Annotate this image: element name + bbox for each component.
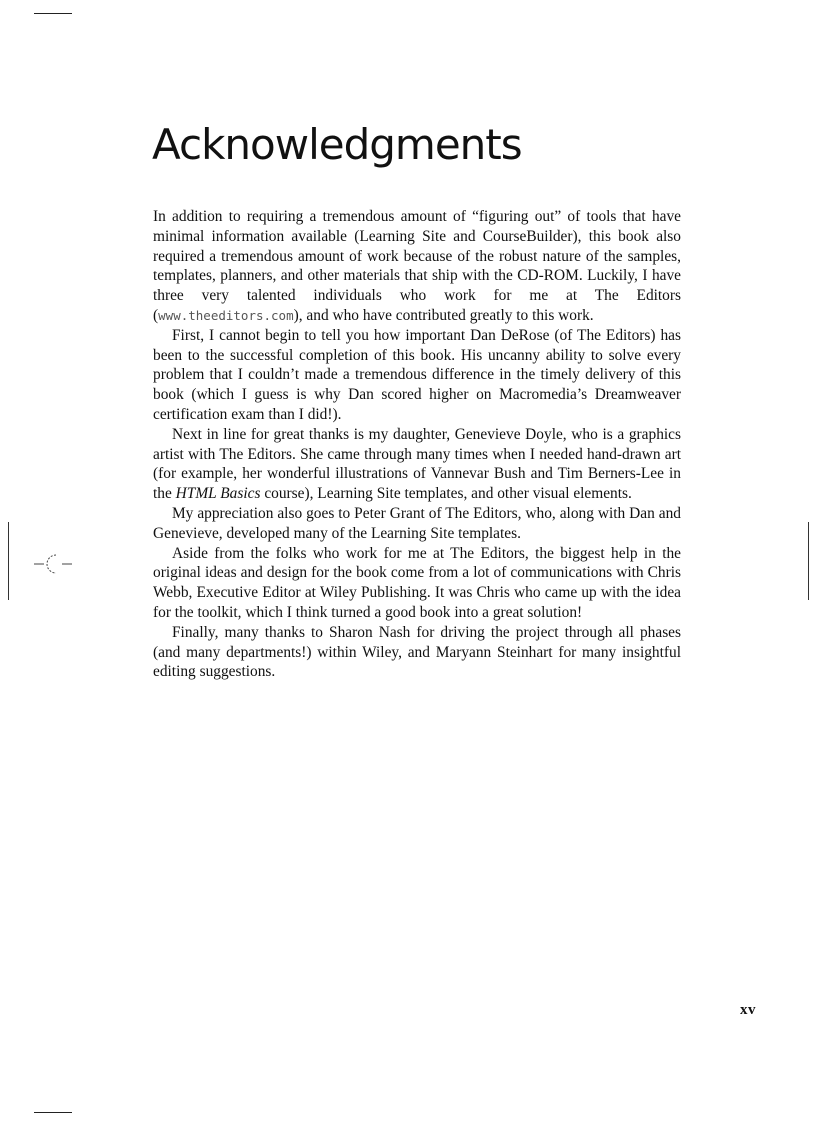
paragraph-text: course), Learning Site templates, and other visual elements. [260, 485, 632, 503]
paragraph-text: In addition to requiring a tremendous amount of “figuring out” of tools that have minimal information available (Learning Site and CourseBuilder), this book also required a tremendous amount of work because of the robust nature of the samples, templates, planners, and other materials that ship with the CD-ROM. Luckily, I have three very talented individuals who work for me at The Editors ( [153, 208, 681, 324]
course-title: HTML Basics [175, 485, 261, 503]
margin-line-right [808, 522, 809, 600]
paragraph [153, 207, 681, 326]
registration-mark-icon [32, 551, 76, 575]
website-link: www.theeditors.com [158, 307, 294, 323]
body-text [153, 207, 681, 682]
page-title: Acknowledgments [152, 120, 522, 169]
paragraph: Aside from the folks who work for me at The Editors, the biggest help in the original ideas and design for the book come from a lot of communications with Chris Webb, Executive Editor at Wiley Publishing. It was Chris who came up with the idea for the toolkit, which I think turned a good book into a great solution! [153, 544, 681, 621]
paragraph-text: Next in line for great thanks is my daughter, Genevieve Doyle, who is a graphics artist with The Editors. She came through many times when I needed hand-drawn art (for example, her wonderful illustrations of Vannevar Bush and Tim Berners-Lee in the [153, 425, 681, 503]
paragraph: My appreciation also goes to Peter Grant of The Editors, who, along with Dan and Genevieve, developed many of the Learning Site templates. [153, 504, 681, 542]
paragraph: First, I cannot begin to tell you how important Dan DeRose (of The Editors) has been to the successful completion of this book. His uncanny ability to solve every problem that I couldn’t made a tremendous difference in the timely delivery of this book (which I guess is why Dan scored higher on Macromedia’s Dreamweaver certification exam than I did!). [153, 326, 681, 423]
margin-line-left [8, 522, 9, 600]
paragraph: Finally, many thanks to Sharon Nash for driving the project through all phases (and many departments!) within Wiley, and Maryann Steinhart for many insightful editing suggestions. [153, 623, 681, 681]
crop-mark-bottom [34, 1112, 72, 1113]
page-number: xv [740, 1002, 756, 1018]
paragraph-text: ), and who have contributed greatly to this work. [293, 306, 594, 324]
paragraph [153, 425, 681, 504]
crop-mark-top [34, 13, 72, 14]
